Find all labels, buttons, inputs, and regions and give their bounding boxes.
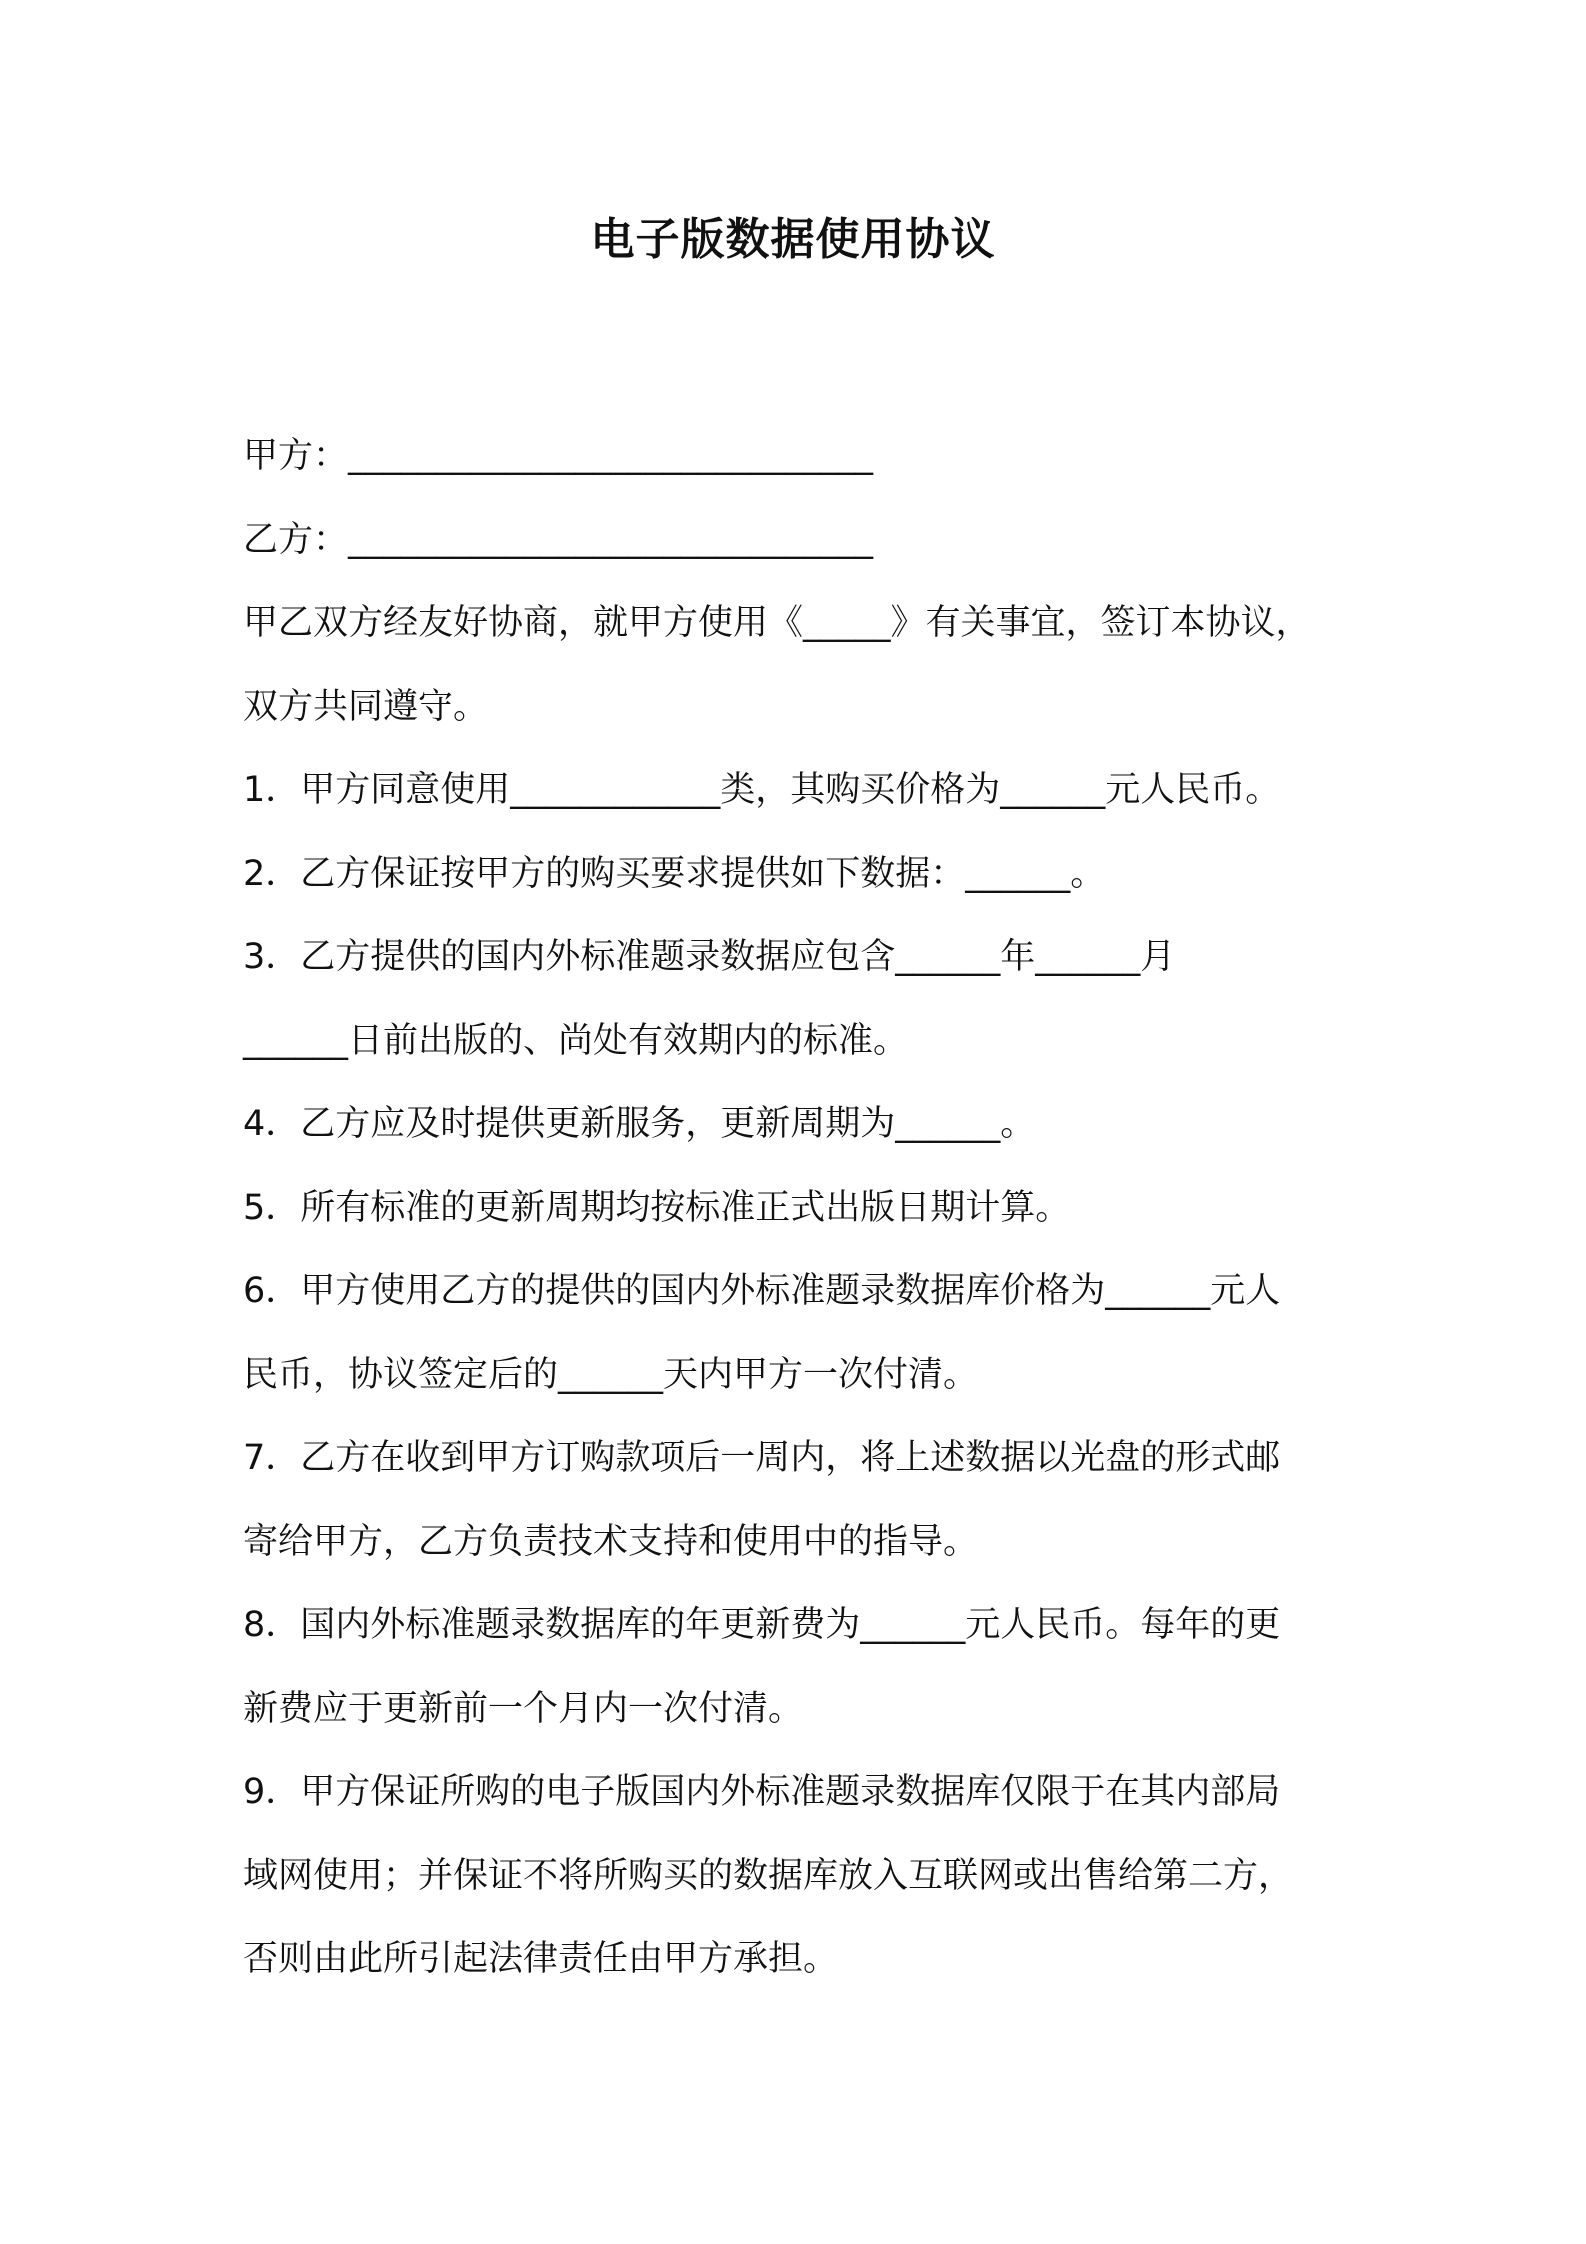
clause-8-line-2: 新费应于更新前一个月内一次付清。 <box>243 1688 804 1729</box>
clause-9-line-1: 9．甲方保证所购的电子版国内外标准题录数据库仅限于在其内部局 <box>243 1772 1281 1812</box>
document-title: 电子版数据使用协议 <box>590 214 996 265</box>
clause-8-line-1: 8．国内外标准题录数据库的年更新费为______元人民币。每年的更 <box>243 1605 1281 1645</box>
clause-2-line-1: 2．乙方保证按甲方的购买要求提供如下数据：______。 <box>243 853 1106 894</box>
clause-1-line-1: 1．甲方同意使用____________类，其购买价格为______元人民币。 <box>243 770 1281 810</box>
clause-7-line-1: 7．乙方在收到甲方订购款项后一周内，将上述数据以光盘的形式邮 <box>243 1438 1281 1478</box>
clause-6-line-1: 6．甲方使用乙方的提供的国内外标准题录数据库价格为______元人 <box>243 1271 1281 1311</box>
clause-4-line-1: 4．乙方应及时提供更新服务，更新周期为______。 <box>243 1104 1036 1144</box>
clause-3-line-1: 3．乙方提供的国内外标准题录数据应包含______年______月 <box>243 937 1176 977</box>
clause-3-line-2: ______日前出版的、尚处有效期内的标准。 <box>243 1020 909 1061</box>
clause-5-line-1: 5．所有标准的更新周期均按标准正式出版日期计算。 <box>243 1187 1071 1228</box>
agreement-body <box>243 415 1355 2002</box>
party-b-line: 乙方：______________________________ <box>243 519 874 560</box>
clause-9-line-2: 域网使用；并保证不将所购买的数据库放入互联网或出售给第二方， <box>243 1855 1294 1896</box>
clause-9-line-3: 否则由此所引起法律责任由甲方承担。 <box>243 1939 839 1979</box>
clause-6-line-2: 民币，协议签定后的______天内甲方一次付清。 <box>243 1354 979 1395</box>
preamble-line-2: 双方共同遵守。 <box>243 686 489 727</box>
party-a-line: 甲方：______________________________ <box>243 436 874 476</box>
clause-7-line-2: 寄给甲方，乙方负责技术支持和使用中的指导。 <box>243 1521 979 1562</box>
preamble-line-1: 甲乙双方经友好协商，就甲方使用《_____》有关事宜，签订本协议， <box>243 603 1311 643</box>
